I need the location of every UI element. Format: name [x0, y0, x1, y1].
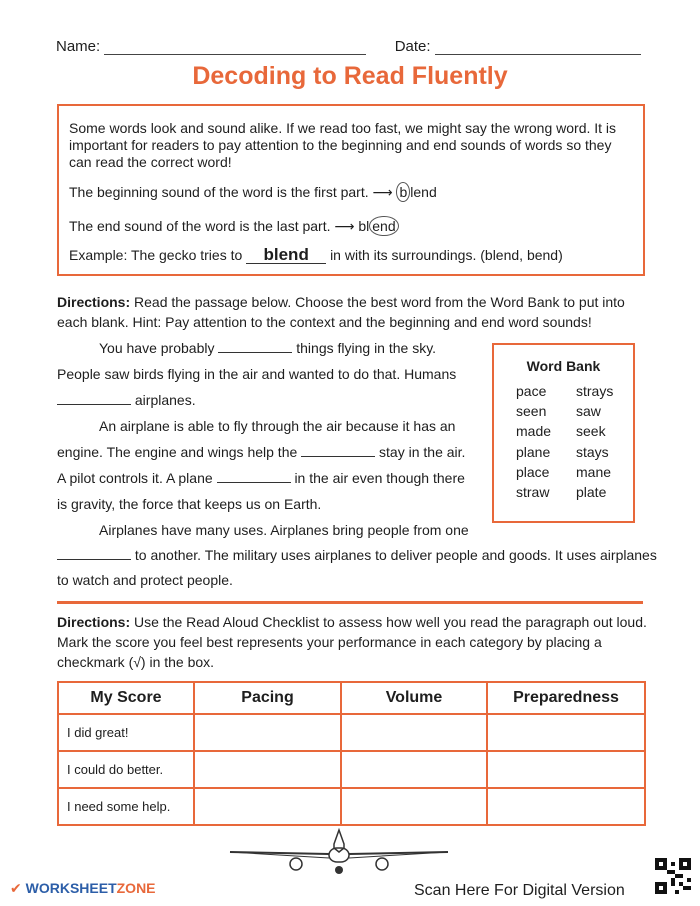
row-label: I could do better. — [58, 751, 194, 788]
checkbox-cell[interactable] — [194, 788, 341, 825]
end-sound-text: The end sound of the word is the last part. — [69, 218, 331, 234]
word-bank — [492, 343, 635, 523]
name-label: Name: — [56, 38, 101, 55]
directions-2-text: Use the Read Aloud Checklist to assess how well you read the paragraph out loud. Mark the score you feel best represents your performance in each category by placing a checkmark (√) in the box. — [57, 614, 647, 670]
checkbox-cell[interactable] — [194, 751, 341, 788]
passage-line: to watch and protect people. — [57, 572, 233, 588]
read-aloud-checklist — [57, 681, 646, 826]
table-row — [58, 751, 645, 788]
word-bank-word: place — [516, 464, 550, 480]
word-bank-word: pace — [516, 383, 547, 399]
passage-line — [99, 340, 436, 356]
word-bank-word: seek — [576, 423, 606, 439]
passage-text: airplanes. — [134, 392, 196, 408]
section-divider — [57, 601, 643, 604]
word-bank-word: strays — [576, 383, 614, 399]
passage-line: People saw birds flying in the air and wanted to do that. Humans — [57, 366, 457, 382]
checkbox-cell[interactable] — [341, 788, 487, 825]
scan-here-text: Scan Here For Digital Version — [414, 882, 625, 899]
passage-line — [57, 470, 465, 486]
answer-blank[interactable] — [218, 352, 292, 353]
passage-text: engine. The engine and wings help the — [57, 444, 298, 460]
row-label: I did great! — [58, 714, 194, 751]
word-bank-word: seen — [516, 403, 547, 419]
checkbox-cell[interactable] — [194, 714, 341, 751]
row-label: I need some help. — [58, 788, 194, 825]
end-start: bl — [358, 218, 370, 234]
table-row — [58, 788, 645, 825]
qr-code-icon[interactable] — [655, 858, 691, 894]
example-suffix: in with its surroundings. (blend, bend) — [330, 247, 563, 263]
word-bank-word: plate — [576, 484, 607, 500]
passage-text: A pilot controls it. A plane — [57, 470, 213, 486]
example-answer: blend — [246, 246, 326, 264]
word-bank-word: stays — [576, 444, 609, 460]
passage-text: You have probably — [99, 340, 215, 356]
beginning-rest: lend — [410, 184, 437, 200]
passage-line: Airplanes have many uses. Airplanes bring people from one — [99, 522, 469, 538]
circled-end: end — [369, 216, 398, 236]
table-header-row — [58, 682, 645, 714]
directions-2 — [57, 612, 647, 672]
passage-text: in the air even though there — [294, 470, 465, 486]
passage-line: is gravity, the force that keeps us on Earth. — [57, 496, 322, 512]
date-label: Date: — [394, 38, 431, 55]
checkbox-cell[interactable] — [487, 751, 645, 788]
beginning-sound-text: The beginning sound of the word is the first part. — [69, 184, 369, 200]
answer-blank[interactable] — [57, 404, 131, 405]
page-title: Decoding to Read Fluently — [192, 62, 508, 90]
directions-1-label: Directions: — [57, 294, 131, 310]
circled-beginning: b — [396, 182, 410, 202]
answer-blank[interactable] — [301, 456, 375, 457]
logo-text-a: WORKSHEET — [25, 880, 117, 896]
column-header: Preparedness — [487, 682, 645, 714]
word-bank-word: made — [516, 423, 552, 439]
passage-line — [57, 547, 657, 563]
passage-text: things flying in the sky. — [296, 340, 437, 356]
passage-line: An airplane is able to fly through the air because it has an — [99, 418, 456, 434]
checkbox-cell[interactable] — [487, 714, 645, 751]
worksheet-zone-logo — [10, 880, 156, 897]
example-prefix: Example: The gecko tries to — [69, 247, 243, 263]
column-header: My Score — [58, 682, 194, 714]
column-header: Volume — [341, 682, 487, 714]
checkbox-cell[interactable] — [341, 714, 487, 751]
word-bank-word: straw — [516, 484, 550, 500]
word-bank-word: saw — [576, 403, 601, 419]
arrow-right-icon: ⟶ — [372, 184, 393, 200]
passage-text: stay in the air. — [379, 444, 466, 460]
logo-mark-icon: ✔ — [10, 880, 22, 896]
checkbox-cell[interactable] — [341, 751, 487, 788]
logo-text-b: ZONE — [116, 880, 156, 896]
word-bank-word: mane — [576, 464, 612, 480]
passage-line — [57, 392, 196, 408]
directions-1-text: Read the passage below. Choose the best word from the Word Bank to put into each blank. Hint: Pay attention to the context and the beginning and end word sounds! — [57, 294, 625, 330]
answer-blank[interactable] — [57, 559, 131, 560]
checkbox-cell[interactable] — [487, 788, 645, 825]
column-header: Pacing — [194, 682, 341, 714]
passage-text: to another. The military uses airplanes to deliver people and goods. It uses airplanes — [134, 547, 657, 563]
directions-2-label: Directions: — [57, 614, 131, 630]
word-bank-title: Word Bank — [526, 358, 601, 374]
table-row — [58, 714, 645, 751]
passage-line — [57, 444, 465, 460]
intro-paragraph: Some words look and sound alike. If we read too fast, we might say the wrong word. It is important for readers to pay attention to the beginning and end sounds of words so they can read the correct word! — [69, 120, 617, 170]
answer-blank[interactable] — [217, 482, 291, 483]
airplane-icon — [228, 826, 450, 878]
word-bank-word: plane — [516, 444, 551, 460]
arrow-right-icon: ⟶ — [334, 218, 355, 234]
